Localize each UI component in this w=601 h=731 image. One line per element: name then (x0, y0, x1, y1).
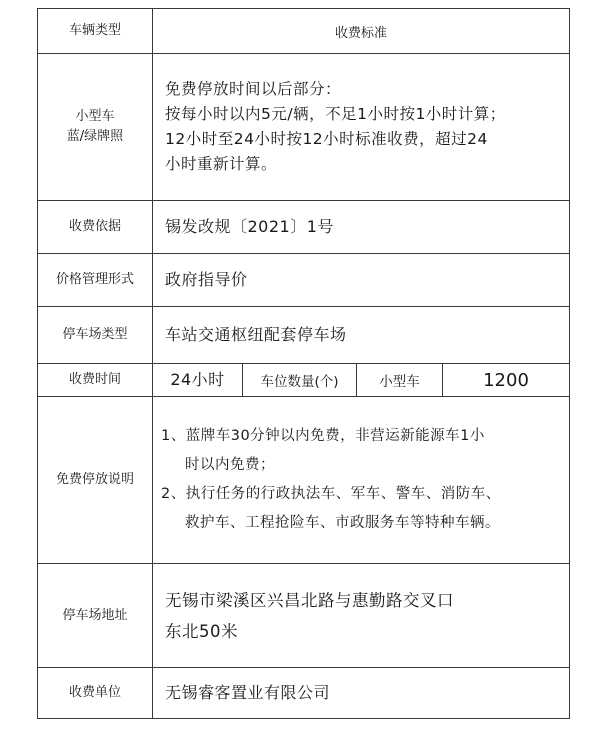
free-parking-notes (153, 397, 569, 563)
price-management-value: 政府指导价 (165, 270, 248, 289)
fee-basis-value-cell (153, 201, 569, 253)
free-parking-line: 时以内免费； (185, 457, 275, 473)
free-parking-label-cell (38, 397, 153, 563)
free-parking-label: 免费停放说明 (55, 472, 134, 487)
fee-rule-line: 按每小时以内5元/辆，不足1小时按1小时计算； (165, 105, 506, 123)
vehicle-type-header-text: 车辆类型 (68, 23, 121, 38)
fee-standard-header (153, 9, 569, 53)
address-label: 停车场地址 (62, 607, 128, 623)
free-parking-line: 2、执行任务的行政执法车、军车、警车、消防车、 (161, 486, 501, 502)
spaces-label: 车位数量(个) (260, 374, 339, 390)
vehicle-type-cell (38, 54, 153, 200)
operator-value-cell (153, 668, 569, 718)
fee-rule-line: 小时重新计算。 (165, 155, 278, 173)
price-management-value-cell (153, 254, 569, 306)
fee-standard-header-text: 收费标准 (334, 25, 387, 41)
vehicle-type-header (38, 9, 153, 53)
spaces-value-cell (443, 364, 569, 396)
small-vehicle-label-cell (357, 364, 443, 396)
address-value-cell (153, 564, 569, 667)
spaces-label-cell (243, 364, 357, 396)
free-parking-row (38, 397, 569, 564)
lot-type-row (38, 307, 569, 364)
charging-hours-value: 24小时 (170, 370, 225, 389)
free-parking-line: 救护车、工程抢险车、市政服务车等特种车辆。 (185, 515, 500, 531)
operator-row (38, 668, 569, 718)
operator-value: 无锡睿客置业有限公司 (165, 683, 331, 702)
free-parking-line: 1、蓝牌车30分钟以内免费，非营运新能源车1小 (161, 428, 485, 444)
price-management-row (38, 254, 569, 307)
address-line1: 无锡市梁溪区兴昌北路与惠勤路交叉口 (165, 590, 454, 610)
fee-rule-cell (153, 54, 569, 200)
fee-basis-value: 锡发改规〔2021〕1号 (165, 217, 334, 236)
charging-hours-value-cell (153, 364, 243, 396)
price-management-label: 价格管理形式 (55, 272, 134, 287)
vehicle-type-line1: 小型车 (75, 109, 115, 124)
lot-type-label-cell (38, 307, 153, 363)
vehicle-fee-row (38, 54, 569, 201)
fee-basis-label: 收费依据 (68, 219, 121, 234)
charging-hours-label: 收费时间 (68, 372, 121, 387)
address-label-cell (38, 564, 153, 667)
fee-rule-line: 12小时至24小时按12小时标准收费，超过24 (165, 130, 488, 148)
table-header-row (38, 9, 569, 54)
price-management-label-cell (38, 254, 153, 306)
fee-rule-line: 免费停放时间以后部分： (165, 80, 342, 98)
parking-fee-table (37, 8, 570, 719)
lot-type-value: 车站交通枢纽配套停车场 (165, 325, 347, 344)
small-vehicle-label: 小型车 (379, 374, 420, 390)
vehicle-type-line2: 蓝/绿牌照 (66, 129, 124, 144)
operator-label-cell (38, 668, 153, 718)
address-row (38, 564, 569, 668)
spaces-value: 1200 (483, 369, 529, 391)
lot-type-value-cell (153, 307, 569, 363)
charging-hours-label-cell (38, 364, 153, 396)
charging-hours-row (38, 364, 569, 397)
lot-type-label: 停车场类型 (62, 327, 128, 342)
fee-basis-label-cell (38, 201, 153, 253)
operator-label: 收费单位 (68, 685, 121, 700)
address-line2: 东北50米 (165, 621, 238, 641)
fee-basis-row (38, 201, 569, 254)
